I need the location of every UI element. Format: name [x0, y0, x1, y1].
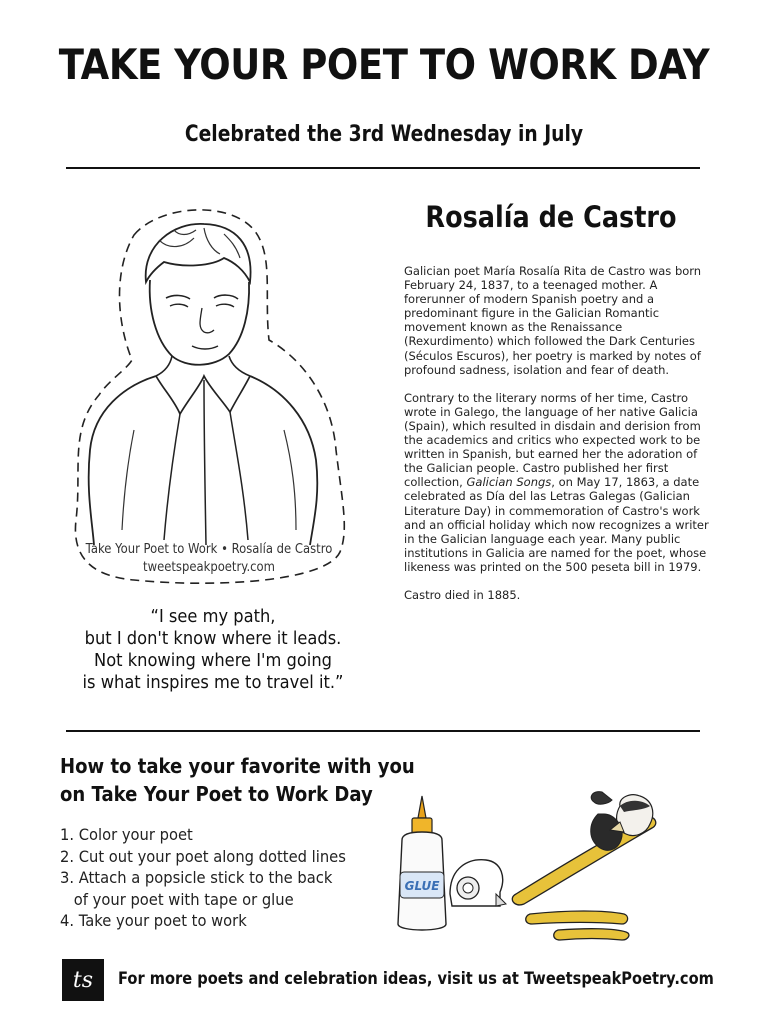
howto-steps: [60, 824, 373, 932]
quote-line: is what inspires me to travel it.”: [82, 673, 344, 693]
poet-name: Rosalía de Castro: [425, 200, 677, 234]
quote-line: but I don't know where it leads.: [84, 629, 342, 649]
logo-text: ts: [72, 967, 94, 993]
page-subtitle: Celebrated the 3rd Wednesday in July: [184, 122, 584, 147]
step-item: 2. Cut out your poet along dotted lines: [60, 846, 346, 866]
quote-line: “I see my path,: [150, 607, 276, 627]
step-item: 1. Color your poet: [60, 825, 193, 844]
page-title: TAKE YOUR POET TO WORK DAY: [58, 40, 710, 89]
bio-text: Contrary to the literary norms of her time, Castro wrote in Galego, the language of her native Galicia (Spain), which resulted in disdain and derision from the academics and critics who expected work to be written in Spanish, but earned her the adoration of the Galician people. Castro published her first collection,: [404, 390, 701, 490]
collar: [156, 376, 250, 414]
hair: [146, 224, 251, 282]
supplies-illustration: [388, 788, 708, 948]
bio-paragraph: [404, 391, 714, 574]
portrait-caption: [84, 540, 333, 576]
bio-paragraph: Castro died in 1885.: [404, 587, 521, 602]
footer-text: For more poets and celebration ideas, visit us at TweetspeakPoetry.com: [118, 969, 714, 989]
tape-dispenser-icon: [450, 860, 506, 906]
caption-url: tweetspeakpoetry.com: [143, 559, 275, 575]
top-divider: [66, 167, 700, 169]
bio-paragraph: Galician poet María Rosalía Rita de Castro was born February 24, 1837, to a teenaged mother. A forerunner of modern Spanish poetry and a predominant figure in the Galician Romantic movement known as the Renaissance (Rexurdimento) which followed the Dark Centuries (Séculos Escuros), her poetry is marked by notes of profound sadness, isolation and fear of death.: [404, 264, 702, 377]
tweetspeak-logo: [62, 959, 104, 1001]
howto-heading-line: on Take Your Poet to Work Day: [60, 782, 373, 806]
caption-line: Take Your Poet to Work • Rosalía de Castro: [85, 541, 333, 557]
quote-line: Not knowing where I'm going: [94, 651, 332, 671]
cut-line: [75, 210, 344, 583]
howto-heading-line: How to take your favorite with you: [60, 754, 415, 778]
book-title: Galician Songs: [466, 475, 552, 490]
howto-heading: [60, 752, 430, 808]
bio-text: , on May 17, 1863, a date celebrated as Día del las Letras Galegas (Galician Literature Day) in commemoration of Castro's work and an official holiday which now recognizes a writer in the Galician language each year. Many public institutions in Galicia are named for the poet, whose likeness was printed on the 500 peseta bill in 1979.: [404, 475, 709, 574]
glue-bottle-icon: [398, 796, 446, 930]
poet-portrait-illustration: [64, 200, 354, 590]
poet-biography: [404, 264, 714, 616]
step-item: 4. Take your poet to work: [60, 911, 247, 931]
poet-quote: [67, 606, 359, 694]
step-item: of your poet with tape or glue: [73, 889, 294, 909]
middle-divider: [66, 730, 700, 732]
step-item: 3. Attach a popsicle stick to the back: [60, 868, 333, 888]
glue-label: GLUE: [404, 879, 440, 893]
